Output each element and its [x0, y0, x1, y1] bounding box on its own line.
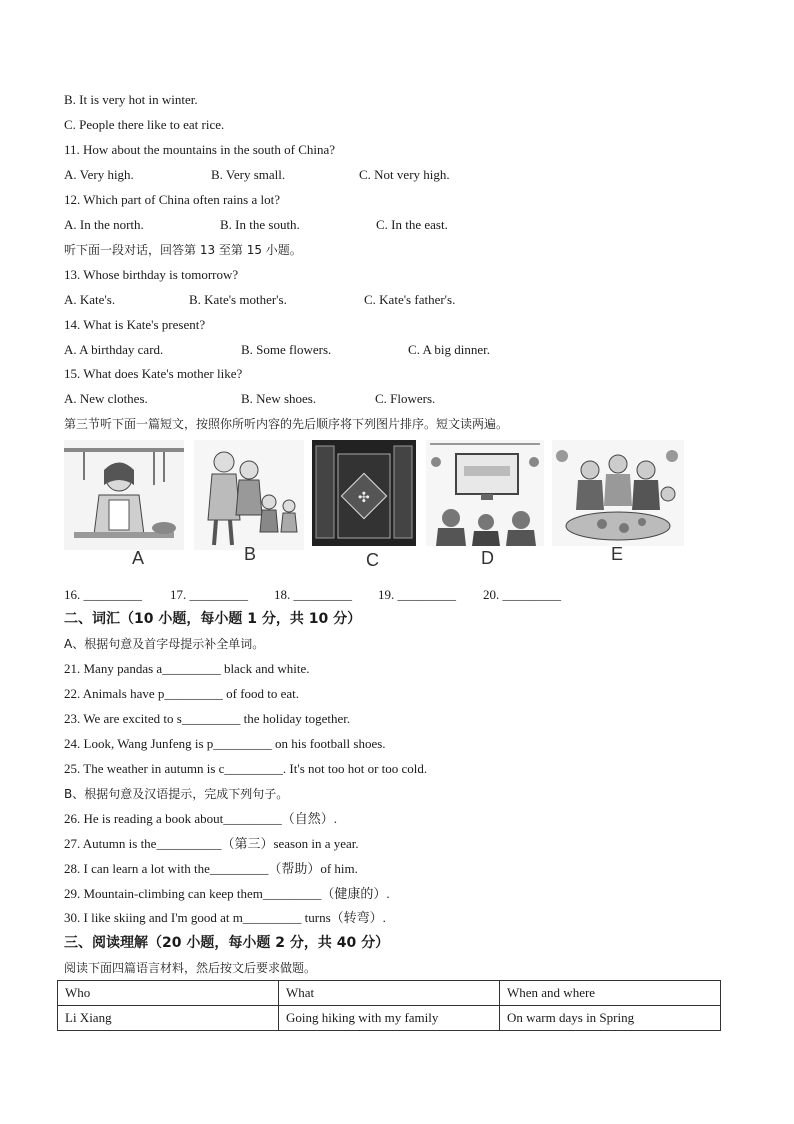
question-14: 14. What is Kate's present? — [64, 317, 206, 332]
option-text: A. New clothes. — [64, 391, 148, 406]
option-text: C. In the east. — [376, 217, 448, 232]
option-text: B. New shoes. — [241, 391, 317, 406]
family-dinner-picture — [552, 440, 684, 546]
question-24: 24. Look, Wang Junfeng is p_________ on his football shoes. — [64, 736, 386, 751]
picture-label-d: D — [481, 548, 494, 568]
section-instruction: 第三节听下面一篇短文，按照你所听内容的先后顺序将下列图片排序。短文读两遍。 — [64, 417, 509, 431]
tv-gala-picture — [426, 440, 544, 546]
table-cell: On warm days in Spring — [500, 1006, 721, 1031]
question-22: 22. Animals have p_________ of food to eat. — [64, 686, 300, 701]
option-text: C. Not very high. — [359, 167, 450, 182]
question-12: 12. Which part of China often rains a lot? — [64, 192, 281, 207]
question-30: 30. I like skiing and I'm good at m_________ turns（转弯）. — [64, 910, 386, 925]
table-cell: Li Xiang — [58, 1006, 279, 1031]
family-greeting-picture — [194, 440, 304, 550]
option-text: C. A big dinner. — [408, 342, 490, 357]
option-text: A. Very high. — [64, 167, 134, 182]
question-23: 23. We are excited to s_________ the holiday together. — [64, 711, 351, 726]
question-25: 25. The weather in autumn is c_________. It's not too hot or too cold. — [64, 761, 428, 776]
picture-label-b: B — [244, 544, 257, 564]
section-instruction: 听下面一段对话，回答第 13 至第 15 小题。 — [64, 243, 302, 257]
woman-cooking-picture — [64, 440, 184, 550]
question-26: 26. He is reading a book about_________（自然）. — [64, 811, 337, 826]
option-text: A. A birthday card. — [64, 342, 164, 357]
table-cell: Going hiking with my family — [279, 1006, 500, 1031]
blank-17[interactable]: 17. _________ — [170, 587, 248, 602]
blank-19[interactable]: 19. _________ — [378, 587, 456, 602]
option-text: C. Kate's father's. — [364, 292, 456, 307]
option-text: B. In the south. — [220, 217, 300, 232]
couplet-door-picture — [312, 440, 416, 546]
question-28: 28. I can learn a lot with the_________（帮助）of him. — [64, 861, 358, 876]
reading-table — [57, 980, 721, 1031]
svg-text:✣: ✣ — [358, 490, 370, 506]
option-text: C. Flowers. — [375, 391, 436, 406]
option-text: A. Kate's. — [64, 292, 116, 307]
question-21: 21. Many pandas a_________ black and white. — [64, 661, 310, 676]
section-heading: 二、词汇（10 小题，每小题 1 分，共 10 分） — [64, 611, 362, 627]
section-instruction: B、根据句意及汉语提示，完成下列句子。 — [64, 787, 289, 801]
table-header-cell: Who — [58, 981, 279, 1006]
question-29: 29. Mountain-climbing can keep them_________（健康的）. — [64, 886, 390, 901]
table-header-cell: When and where — [500, 981, 721, 1006]
section-heading: 三、阅读理解（20 小题，每小题 2 分，共 40 分） — [64, 935, 390, 951]
blank-16[interactable]: 16. _________ — [64, 587, 142, 602]
option-text: A. In the north. — [64, 217, 144, 232]
table-header-row — [58, 981, 721, 1006]
picture-label-a: A — [132, 548, 145, 568]
question-27: 27. Autumn is the__________（第三）season in a year. — [64, 836, 359, 851]
picture-strip — [64, 440, 684, 576]
section-instruction: A、根据句意及首字母提示补全单词。 — [64, 637, 265, 651]
question-11: 11. How about the mountains in the south of China? — [64, 142, 336, 157]
blank-20[interactable]: 20. _________ — [483, 587, 561, 602]
table-header-cell: What — [279, 981, 500, 1006]
question-15: 15. What does Kate's mother like? — [64, 366, 243, 381]
option-text: B. Very small. — [211, 167, 286, 182]
table-row — [58, 1006, 721, 1031]
option-text: B. Some flowers. — [241, 342, 332, 357]
picture-label-c: C — [366, 550, 379, 570]
question-13: 13. Whose birthday is tomorrow? — [64, 267, 239, 282]
option-text: B. It is very hot in winter. — [64, 92, 198, 107]
option-text: B. Kate's mother's. — [189, 292, 287, 307]
picture-label-e: E — [611, 544, 624, 564]
option-text: C. People there like to eat rice. — [64, 117, 225, 132]
blank-18[interactable]: 18. _________ — [274, 587, 352, 602]
section-instruction: 阅读下面四篇语言材料，然后按文后要求做题。 — [64, 961, 317, 975]
